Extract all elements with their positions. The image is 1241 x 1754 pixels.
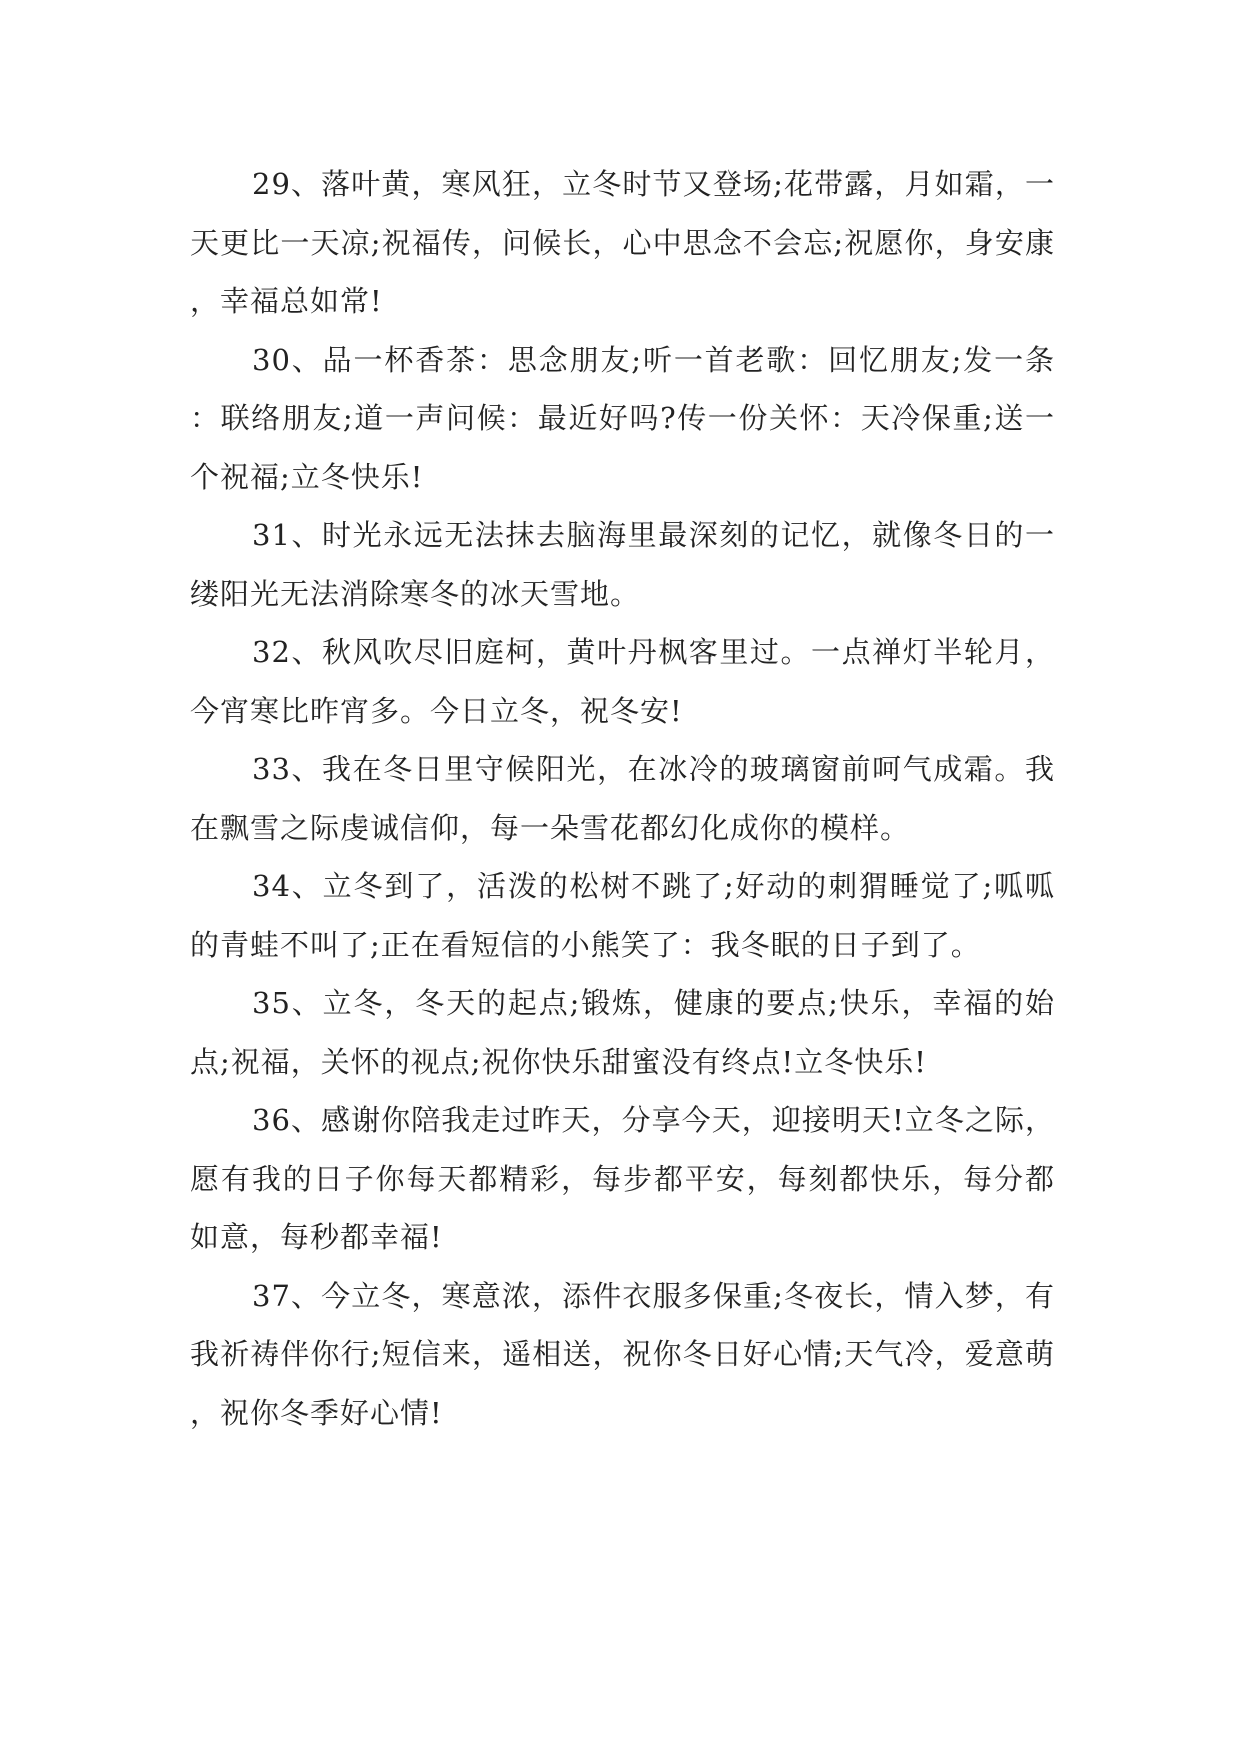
paragraph-34: 34、立冬到了，活泼的松树不跳了;好动的刺猬睡觉了;呱呱的青蛙不叫了;正在看短信的小熊笑了：我冬眠的日子到了。 — [190, 869, 1055, 962]
paragraph-31: 31、时光永远无法抹去脑海里最深刻的记忆，就像冬日的一缕阳光无法消除寒冬的冰天雪地。 — [190, 518, 1055, 611]
paragraph-30: 30、品一杯香茶：思念朋友;听一首老歌：回忆朋友;发一条：联络朋友;道一声问候：最近好吗?传一份关怀：天冷保重;送一个祝福;立冬快乐! — [190, 342, 1055, 494]
paragraph-35: 35、立冬，冬天的起点;锻炼，健康的要点;快乐，幸福的始点;祝福，关怀的视点;祝你快乐甜蜜没有终点!立冬快乐! — [190, 986, 1055, 1079]
paragraph-33: 33、我在冬日里守候阳光，在冰冷的玻璃窗前呵气成霜。我在飘雪之际虔诚信仰，每一朵雪花都幻化成你的模样。 — [190, 752, 1055, 845]
paragraph-36: 36、感谢你陪我走过昨天，分享今天，迎接明天!立冬之际，愿有我的日子你每天都精彩，每步都平安，每刻都快乐，每分都如意，每秒都幸福! — [190, 1103, 1055, 1254]
paragraph-29: 29、落叶黄，寒风狂，立冬时节又登场;花带露，月如霜，一天更比一天凉;祝福传，问候长，心中思念不会忘;祝愿你，身安康，幸福总如常! — [190, 167, 1055, 318]
paragraph-32: 32、秋风吹尽旧庭柯，黄叶丹枫客里过。一点禅灯半轮月，今宵寒比昨宵多。今日立冬，祝冬安! — [190, 635, 1055, 728]
paragraph-37: 37、今立冬，寒意浓，添件衣服多保重;冬夜长，情入梦，有我祈祷伴你行;短信来，遥相送，祝你冬日好心情;天气冷，爱意萌，祝你冬季好心情! — [190, 1278, 1055, 1430]
document-body — [190, 155, 1055, 1442]
